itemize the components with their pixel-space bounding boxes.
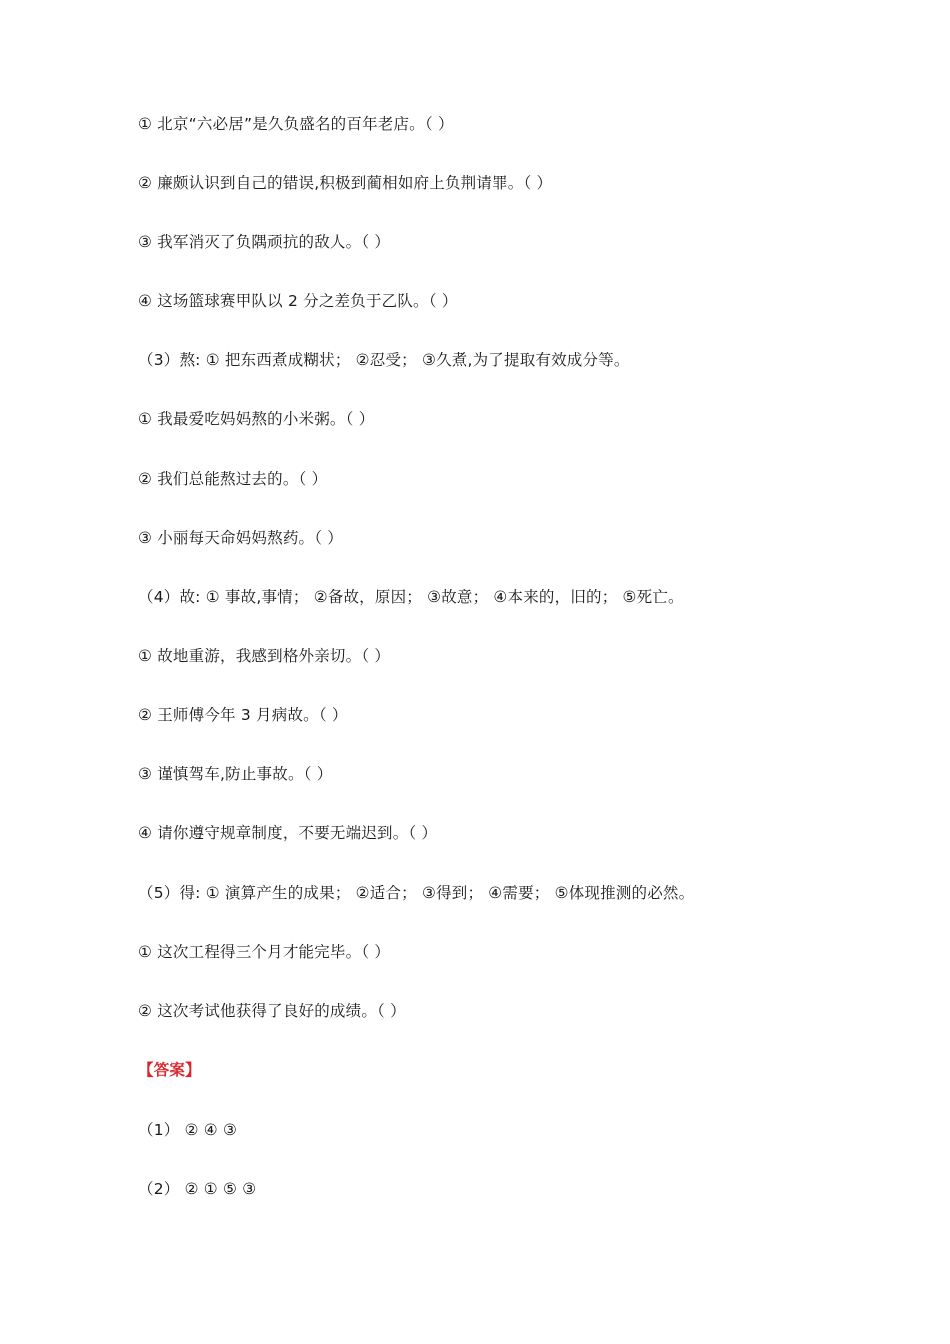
question-line: ② 这次考试他获得了良好的成绩。（ ） [138, 1002, 406, 1020]
question-line: ① 故地重游，我感到格外亲切。（ ） [138, 647, 391, 665]
question-line: ④ 这场篮球赛甲队以 2 分之差负于乙队。（ ） [138, 292, 458, 310]
question-line: ③ 谨慎驾车,防止事故。（ ） [138, 765, 333, 783]
question-line: ③ 我军消灭了负隅顽抗的敌人。（ ） [138, 233, 391, 251]
question-line: ④ 请你遵守规章制度，不要无端迟到。（ ） [138, 824, 438, 842]
question-line: ② 廉颇认识到自己的错误,积极到蔺相如府上负荆请罪。（ ） [138, 174, 553, 192]
section-heading: （5）得: ① 演算产生的成果； ②适合； ③得到； ④需要； ⑤体现推测的必然。 [138, 884, 695, 902]
question-line: ① 我最爱吃妈妈熬的小米粥。（ ） [138, 410, 375, 428]
question-line: ② 我们总能熬过去的。（ ） [138, 470, 328, 488]
section-heading: （3）熬: ① 把东西煮成糊状； ②忍受； ③久煮,为了提取有效成分等。 [138, 351, 630, 369]
answer-line: （2） ② ① ⑤ ③ [138, 1180, 257, 1198]
question-line: ③ 小丽每天命妈妈熬药。（ ） [138, 529, 344, 547]
answer-heading: 【答案】 [138, 1061, 201, 1079]
section-heading: （4）故: ① 事故,事情； ②备故，原因； ③故意； ④本来的，旧的； ⑤死亡。 [138, 588, 684, 606]
question-line: ① 北京“六必居”是久负盛名的百年老店。（ ） [138, 115, 454, 133]
question-line: ② 王师傅今年 3 月病故。（ ） [138, 706, 348, 724]
answer-line: （1） ② ④ ③ [138, 1121, 238, 1139]
question-line: ① 这次工程得三个月才能完毕。（ ） [138, 943, 391, 961]
